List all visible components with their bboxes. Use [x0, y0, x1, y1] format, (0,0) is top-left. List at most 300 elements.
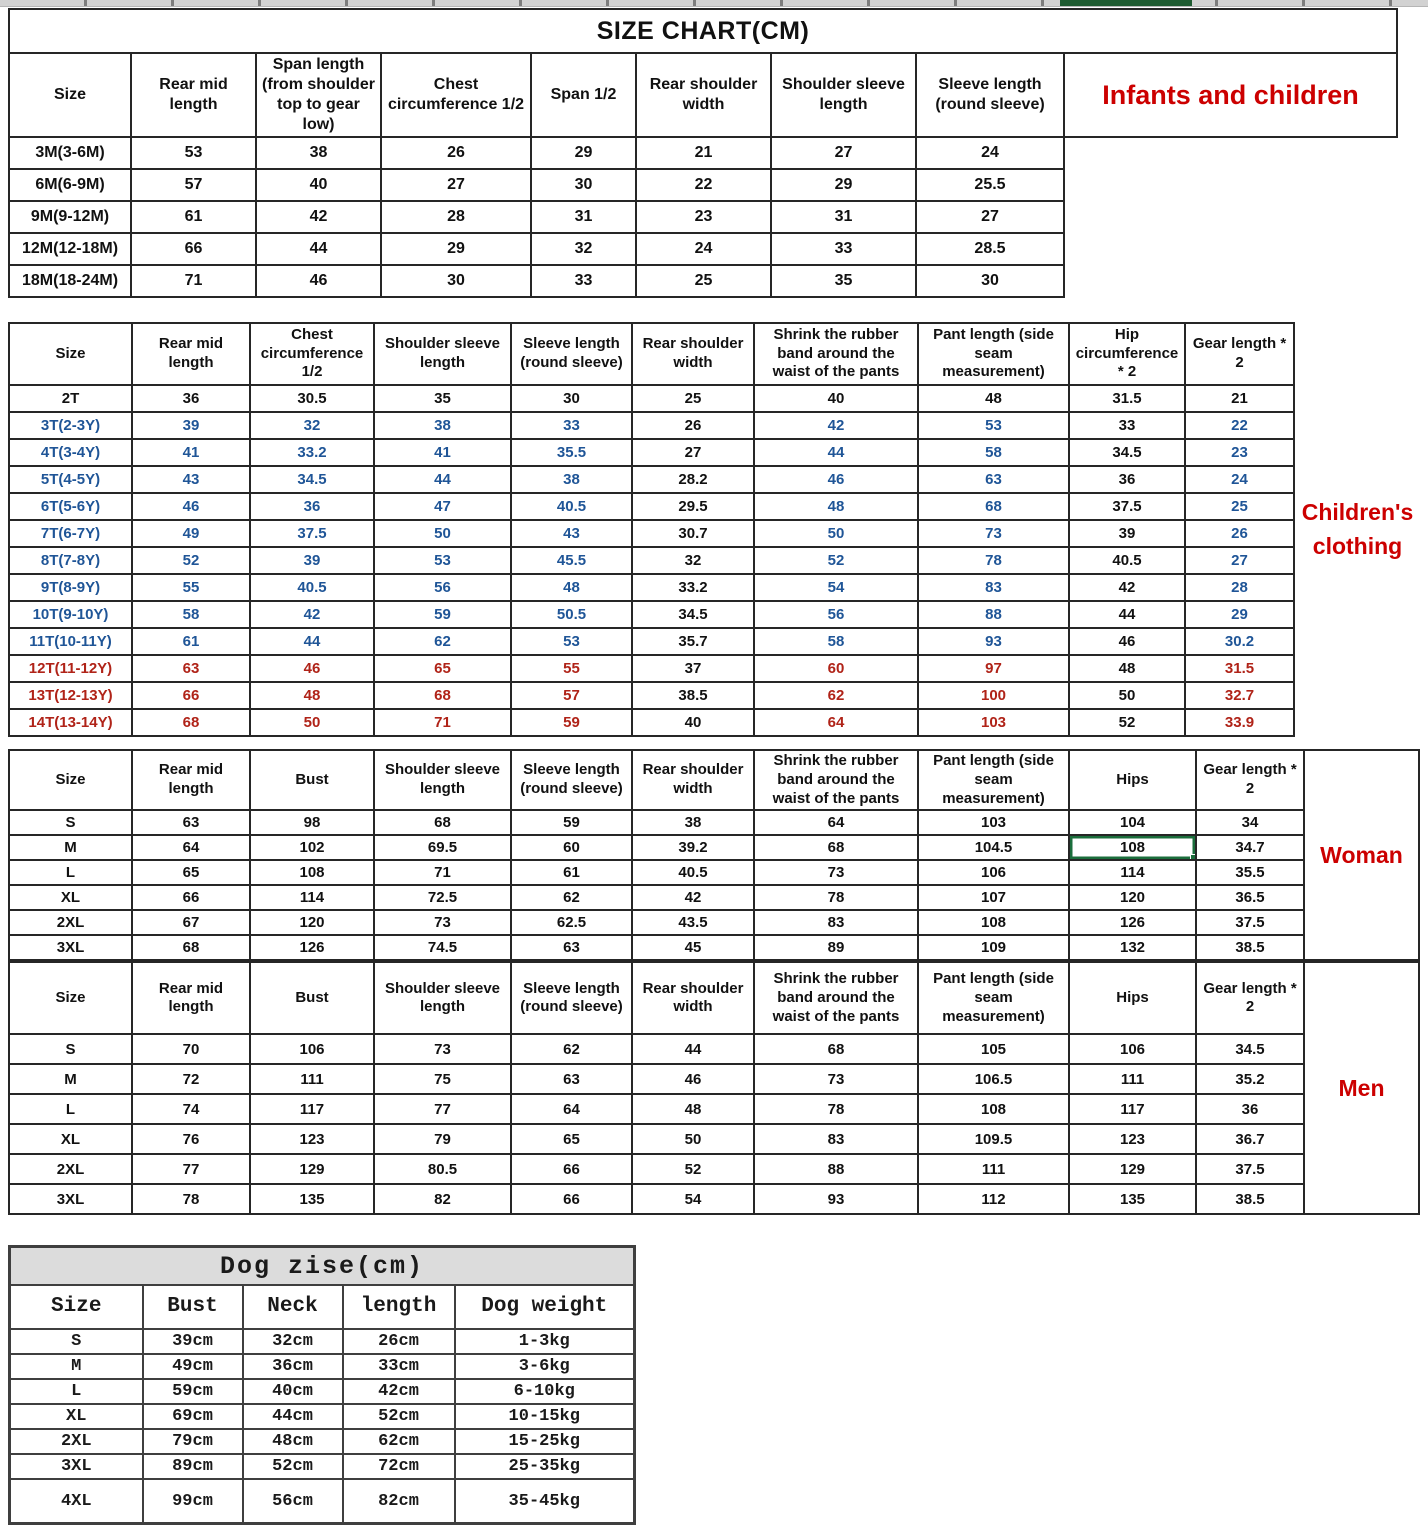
size-value-cell: 49: [132, 520, 250, 547]
size-value-cell: 27: [771, 137, 916, 169]
row-size-label: 3XL: [9, 1184, 132, 1214]
size-value-cell: 42cm: [343, 1379, 455, 1404]
size-value-cell: 98: [250, 810, 374, 835]
size-value-cell: 72: [132, 1064, 250, 1094]
size-value-cell: 72cm: [343, 1454, 455, 1479]
size-value-cell: 35: [374, 385, 511, 412]
column-header: Dog weight: [455, 1285, 635, 1329]
size-value-cell: 36: [1069, 466, 1185, 493]
size-value-cell: 27: [916, 201, 1064, 233]
size-value-cell: 88: [754, 1154, 918, 1184]
size-value-cell: 73: [754, 860, 918, 885]
size-value-cell: 83: [754, 1124, 918, 1154]
size-value-cell: 31.5: [1185, 655, 1294, 682]
table-row: [9, 233, 1397, 265]
size-value-cell: 33: [511, 412, 632, 439]
dog-header-row: [10, 1285, 635, 1329]
column-header: Bust: [250, 750, 374, 810]
men-size-table: [8, 961, 1305, 1215]
size-value-cell: 30: [381, 265, 531, 297]
size-value-cell: 35.5: [1196, 860, 1304, 885]
size-value-cell: 77: [374, 1094, 511, 1124]
size-value-cell: 63: [132, 655, 250, 682]
size-value-cell: 44: [250, 628, 374, 655]
size-value-cell: 70: [132, 1034, 250, 1064]
size-value-cell: 68: [132, 709, 250, 736]
row-size-label: 2XL: [10, 1429, 143, 1454]
size-value-cell: 50: [632, 1124, 754, 1154]
size-value-cell: 60: [754, 655, 918, 682]
size-value-cell: 108: [250, 860, 374, 885]
size-value-cell: 111: [250, 1064, 374, 1094]
size-value-cell: 39: [250, 547, 374, 574]
size-value-cell: 61: [132, 628, 250, 655]
column-header: Shoulder sleeve length: [374, 962, 511, 1034]
size-value-cell: 73: [754, 1064, 918, 1094]
size-value-cell: 44: [754, 439, 918, 466]
size-value-cell: 37.5: [250, 520, 374, 547]
size-value-cell: 30.5: [250, 385, 374, 412]
size-value-cell: 33.2: [250, 439, 374, 466]
size-value-cell: 55: [511, 655, 632, 682]
size-value-cell: 72.5: [374, 885, 511, 910]
size-value-cell: 24: [916, 137, 1064, 169]
row-size-label: 12M(12-18M): [9, 233, 131, 265]
size-value-cell: 71: [131, 265, 256, 297]
column-header: Rear mid length: [132, 750, 250, 810]
size-value-cell: 109.5: [918, 1124, 1069, 1154]
size-value-cell: 59: [511, 709, 632, 736]
size-value-cell: 89cm: [143, 1454, 243, 1479]
size-value-cell: 56cm: [243, 1479, 343, 1523]
size-value-cell: 73: [374, 1034, 511, 1064]
table-row: [10, 1404, 635, 1429]
size-value-cell: 32: [632, 547, 754, 574]
size-value-cell: 52: [754, 547, 918, 574]
row-size-label: L: [9, 860, 132, 885]
size-value-cell: 34.5: [632, 601, 754, 628]
size-value-cell: 64: [754, 709, 918, 736]
table-row: [9, 493, 1294, 520]
size-value-cell: 24: [1185, 466, 1294, 493]
table-row: [9, 885, 1304, 910]
woman-header-row: [9, 750, 1304, 810]
size-value-cell: 40: [256, 169, 381, 201]
size-value-cell: 78: [918, 547, 1069, 574]
size-value-cell: 109: [918, 935, 1069, 960]
size-value-cell: 48: [632, 1094, 754, 1124]
size-value-cell: 6-10kg: [455, 1379, 635, 1404]
column-header: Size: [9, 962, 132, 1034]
size-value-cell: 38: [511, 466, 632, 493]
size-value-cell: 47: [374, 493, 511, 520]
column-header: Size: [9, 323, 132, 385]
dog-size-table: [8, 1245, 636, 1525]
size-value-cell: 30.7: [632, 520, 754, 547]
column-header: Rear shoulder width: [632, 323, 754, 385]
size-value-cell: 123: [250, 1124, 374, 1154]
row-size-label: 7T(6-7Y): [9, 520, 132, 547]
size-value-cell: 48cm: [243, 1429, 343, 1454]
size-value-cell: 33.9: [1185, 709, 1294, 736]
size-value-cell: 1-3kg: [455, 1329, 635, 1354]
size-value-cell: 65: [132, 860, 250, 885]
size-value-cell: 105: [918, 1034, 1069, 1064]
size-value-cell: 66: [132, 682, 250, 709]
size-value-cell: 50: [374, 520, 511, 547]
column-header: Sleeve length (round sleeve): [511, 323, 632, 385]
table-row: [9, 709, 1294, 736]
dog-table-title-row: [10, 1247, 635, 1286]
size-value-cell: 50: [1069, 682, 1185, 709]
column-header: Shoulder sleeve length: [374, 750, 511, 810]
row-size-label: 3T(2-3Y): [9, 412, 132, 439]
size-value-cell: 112: [918, 1184, 1069, 1214]
men-group-label: Men: [1305, 961, 1420, 1215]
size-value-cell: 29: [1185, 601, 1294, 628]
size-value-cell: 25.5: [916, 169, 1064, 201]
size-value-cell: 46: [256, 265, 381, 297]
column-header: Chest circumference 1/2: [250, 323, 374, 385]
size-value-cell: 48: [918, 385, 1069, 412]
column-header: Rear mid length: [131, 53, 256, 137]
size-value-cell: 44: [632, 1034, 754, 1064]
row-size-label: M: [10, 1354, 143, 1379]
size-value-cell: 111: [1069, 1064, 1196, 1094]
size-value-cell: 68: [918, 493, 1069, 520]
size-value-cell: 40.5: [632, 860, 754, 885]
size-value-cell: 64: [132, 835, 250, 860]
size-value-cell: 46: [1069, 628, 1185, 655]
row-size-label: XL: [10, 1404, 143, 1429]
size-value-cell: 37: [632, 655, 754, 682]
size-value-cell: 42: [632, 885, 754, 910]
row-size-label: M: [9, 835, 132, 860]
size-value-cell: 38.5: [632, 682, 754, 709]
size-value-cell: 33cm: [343, 1354, 455, 1379]
column-header: Shrink the rubber band around the waist of the pants: [754, 323, 918, 385]
size-value-cell: 32: [531, 233, 636, 265]
column-header: Rear shoulder width: [632, 962, 754, 1034]
size-value-cell: 64: [511, 1094, 632, 1124]
size-value-cell: 25: [636, 265, 771, 297]
size-value-cell: 33: [771, 233, 916, 265]
size-value-cell: 78: [754, 1094, 918, 1124]
size-value-cell: 68: [374, 682, 511, 709]
size-value-cell: 34.5: [1196, 1034, 1304, 1064]
size-value-cell: 108: [918, 1094, 1069, 1124]
size-value-cell: 38: [632, 810, 754, 835]
size-value-cell: 53: [511, 628, 632, 655]
size-chart-title: SIZE CHART(CM): [9, 9, 1397, 53]
size-value-cell: 103: [918, 709, 1069, 736]
size-value-cell: 99cm: [143, 1479, 243, 1523]
size-value-cell: 82: [374, 1184, 511, 1214]
size-value-cell: 33: [1069, 412, 1185, 439]
size-value-cell: 40.5: [250, 574, 374, 601]
size-value-cell: 32: [250, 412, 374, 439]
column-header: Hips: [1069, 962, 1196, 1034]
size-value-cell: 103: [918, 810, 1069, 835]
size-value-cell: 63: [918, 466, 1069, 493]
size-value-cell: 32.7: [1185, 682, 1294, 709]
row-size-label: 6T(5-6Y): [9, 493, 132, 520]
size-value-cell: 129: [1069, 1154, 1196, 1184]
table-row: [9, 835, 1304, 860]
size-value-cell: 38.5: [1196, 935, 1304, 960]
size-value-cell: 48: [511, 574, 632, 601]
size-value-cell: 28.5: [916, 233, 1064, 265]
column-header: Rear mid length: [132, 323, 250, 385]
size-value-cell: 31: [771, 201, 916, 233]
column-header: Hip circumference * 2: [1069, 323, 1185, 385]
size-value-cell: 97: [918, 655, 1069, 682]
row-size-label: XL: [9, 885, 132, 910]
size-value-cell: 74.5: [374, 935, 511, 960]
table-row: [9, 1064, 1304, 1094]
row-size-label: 13T(12-13Y): [9, 682, 132, 709]
size-value-cell: 78: [754, 885, 918, 910]
size-value-cell: 104: [1069, 810, 1196, 835]
column-header: Pant length (side seam measurement): [918, 962, 1069, 1034]
size-value-cell: 34.7: [1196, 835, 1304, 860]
size-value-cell: 68: [754, 835, 918, 860]
size-value-cell: 44: [374, 466, 511, 493]
size-value-cell: 35: [771, 265, 916, 297]
column-header: Pant length (side seam measurement): [918, 323, 1069, 385]
row-size-label: 10T(9-10Y): [9, 601, 132, 628]
size-value-cell: 88: [918, 601, 1069, 628]
size-value-cell: 30: [531, 169, 636, 201]
row-size-label: S: [9, 810, 132, 835]
size-value-cell: 73: [918, 520, 1069, 547]
size-value-cell: 66: [511, 1184, 632, 1214]
size-value-cell: 38.5: [1196, 1184, 1304, 1214]
size-value-cell: 34.5: [1069, 439, 1185, 466]
size-value-cell: 46: [754, 466, 918, 493]
size-value-cell: 42: [250, 601, 374, 628]
column-header: Sleeve length (round sleeve): [511, 750, 632, 810]
size-value-cell: 35.5: [511, 439, 632, 466]
table-row: [9, 810, 1304, 835]
men-header-row: [9, 962, 1304, 1034]
size-value-cell: 76: [132, 1124, 250, 1154]
size-value-cell: 52cm: [243, 1454, 343, 1479]
size-value-cell: 25: [632, 385, 754, 412]
column-header: Sleeve length (round sleeve): [916, 53, 1064, 137]
size-value-cell: 40: [632, 709, 754, 736]
size-value-cell: 58: [754, 628, 918, 655]
table-row: [9, 1124, 1304, 1154]
spreadsheet-gridline-strip: [0, 0, 1428, 7]
size-value-cell: 106: [1069, 1034, 1196, 1064]
size-value-cell: 106: [250, 1034, 374, 1064]
row-size-label: 6M(6-9M): [9, 169, 131, 201]
size-value-cell: 129: [250, 1154, 374, 1184]
size-value-cell: 39.2: [632, 835, 754, 860]
row-size-label: XL: [9, 1124, 132, 1154]
size-value-cell: 36: [132, 385, 250, 412]
size-value-cell: 50.5: [511, 601, 632, 628]
size-value-cell: 49cm: [143, 1354, 243, 1379]
row-size-label: 2XL: [9, 910, 132, 935]
column-header: Pant length (side seam measurement): [918, 750, 1069, 810]
table-row: [9, 935, 1304, 960]
row-size-label: 8T(7-8Y): [9, 547, 132, 574]
table-row: [10, 1429, 635, 1454]
size-value-cell: 59: [511, 810, 632, 835]
size-value-cell: 39cm: [143, 1329, 243, 1354]
size-value-cell: 10-15kg: [455, 1404, 635, 1429]
size-value-cell: 44: [1069, 601, 1185, 628]
size-value-cell: 69.5: [374, 835, 511, 860]
table-row: [9, 860, 1304, 885]
table-row: [9, 265, 1397, 297]
size-value-cell: 15-25kg: [455, 1429, 635, 1454]
column-header: Size: [9, 53, 131, 137]
size-value-cell: 62: [511, 885, 632, 910]
size-value-cell: 35.7: [632, 628, 754, 655]
size-value-cell: 29.5: [632, 493, 754, 520]
size-value-cell: 68: [754, 1034, 918, 1064]
size-value-cell: 26cm: [343, 1329, 455, 1354]
size-value-cell: 68: [374, 810, 511, 835]
size-value-cell: 117: [1069, 1094, 1196, 1124]
size-value-cell: 46: [250, 655, 374, 682]
size-value-cell: 36: [1196, 1094, 1304, 1124]
size-value-cell: 33.2: [632, 574, 754, 601]
size-value-cell: 66: [131, 233, 256, 265]
children-header-row: [9, 323, 1294, 385]
size-value-cell: 64: [754, 810, 918, 835]
size-value-cell: 34.5: [250, 466, 374, 493]
row-size-label: 2T: [9, 385, 132, 412]
column-header: Shrink the rubber band around the waist of the pants: [754, 750, 918, 810]
column-header: Gear length * 2: [1196, 962, 1304, 1034]
size-value-cell: 107: [918, 885, 1069, 910]
size-value-cell: 22: [636, 169, 771, 201]
woman-group-label: Woman: [1305, 749, 1420, 961]
size-value-cell: 29: [771, 169, 916, 201]
size-value-cell: 37.5: [1069, 493, 1185, 520]
size-value-cell: 46: [632, 1064, 754, 1094]
size-value-cell: 58: [918, 439, 1069, 466]
size-value-cell: 61: [131, 201, 256, 233]
size-value-cell: 52: [132, 547, 250, 574]
table-row: [9, 1094, 1304, 1124]
size-value-cell: 37.5: [1196, 1154, 1304, 1184]
size-value-cell: 69cm: [143, 1404, 243, 1429]
children-section: [8, 322, 1420, 737]
size-value-cell: 111: [918, 1154, 1069, 1184]
size-value-cell: 78: [132, 1184, 250, 1214]
size-value-cell: 41: [132, 439, 250, 466]
column-header: Gear length * 2: [1196, 750, 1304, 810]
size-value-cell: 65: [511, 1124, 632, 1154]
column-header: Hips: [1069, 750, 1196, 810]
size-value-cell: 57: [131, 169, 256, 201]
size-value-cell: 56: [374, 574, 511, 601]
size-value-cell: 135: [250, 1184, 374, 1214]
size-value-cell: 46: [132, 493, 250, 520]
row-size-label: 14T(13-14Y): [9, 709, 132, 736]
size-value-cell: 123: [1069, 1124, 1196, 1154]
size-value-cell: 62cm: [343, 1429, 455, 1454]
row-size-label: S: [10, 1329, 143, 1354]
size-value-cell: 28: [381, 201, 531, 233]
table-row: [10, 1479, 635, 1523]
column-header: Bust: [250, 962, 374, 1034]
column-header: Shoulder sleeve length: [771, 53, 916, 137]
size-value-cell: 26: [1185, 520, 1294, 547]
table-row: [9, 169, 1397, 201]
size-value-cell: 83: [754, 910, 918, 935]
column-header: Span 1/2: [531, 53, 636, 137]
column-header: Bust: [143, 1285, 243, 1329]
size-value-cell: 32cm: [243, 1329, 343, 1354]
size-value-cell: 29: [531, 137, 636, 169]
size-value-cell: 77: [132, 1154, 250, 1184]
size-value-cell: 40cm: [243, 1379, 343, 1404]
size-value-cell: 21: [1185, 385, 1294, 412]
table-row: [10, 1354, 635, 1379]
woman-section: [8, 749, 1420, 961]
table-row: [9, 655, 1294, 682]
size-value-cell: 52: [1069, 709, 1185, 736]
size-value-cell: 68: [132, 935, 250, 960]
row-size-label: 12T(11-12Y): [9, 655, 132, 682]
size-value-cell: 30: [511, 385, 632, 412]
infants-size-table: [8, 8, 1398, 298]
size-value-cell: 43: [132, 466, 250, 493]
size-value-cell: 27: [1185, 547, 1294, 574]
size-value-cell: 36.5: [1196, 885, 1304, 910]
size-value-cell: 3-6kg: [455, 1354, 635, 1379]
size-value-cell: 66: [132, 885, 250, 910]
size-value-cell: 24: [636, 233, 771, 265]
size-value-cell: 117: [250, 1094, 374, 1124]
children-group-label: Children's clothing: [1301, 499, 1414, 559]
size-value-cell: 27: [381, 169, 531, 201]
size-value-cell: 106.5: [918, 1064, 1069, 1094]
table-row: [9, 547, 1294, 574]
size-value-cell: 62: [374, 628, 511, 655]
column-header: Size: [10, 1285, 143, 1329]
row-size-label: 9T(8-9Y): [9, 574, 132, 601]
table-row: [9, 385, 1294, 412]
size-value-cell: 79cm: [143, 1429, 243, 1454]
size-value-cell: 75: [374, 1064, 511, 1094]
row-size-label: 3M(3-6M): [9, 137, 131, 169]
size-value-cell: 100: [918, 682, 1069, 709]
size-value-cell: 132: [1069, 935, 1196, 960]
size-value-cell: 108: [918, 910, 1069, 935]
row-size-label: 11T(10-11Y): [9, 628, 132, 655]
size-value-cell: 31.5: [1069, 385, 1185, 412]
cell-selection-artifact: [1060, 0, 1192, 6]
size-chart-title-row: [9, 9, 1397, 53]
size-value-cell: 29: [381, 233, 531, 265]
size-value-cell: 55: [132, 574, 250, 601]
size-value-cell: 61: [511, 860, 632, 885]
size-value-cell: 104.5: [918, 835, 1069, 860]
size-value-cell: 22: [1185, 412, 1294, 439]
column-header: Neck: [243, 1285, 343, 1329]
row-size-label: 2XL: [9, 1154, 132, 1184]
size-value-cell: 37.5: [1196, 910, 1304, 935]
size-value-cell: 52cm: [343, 1404, 455, 1429]
size-value-cell: 25: [1185, 493, 1294, 520]
